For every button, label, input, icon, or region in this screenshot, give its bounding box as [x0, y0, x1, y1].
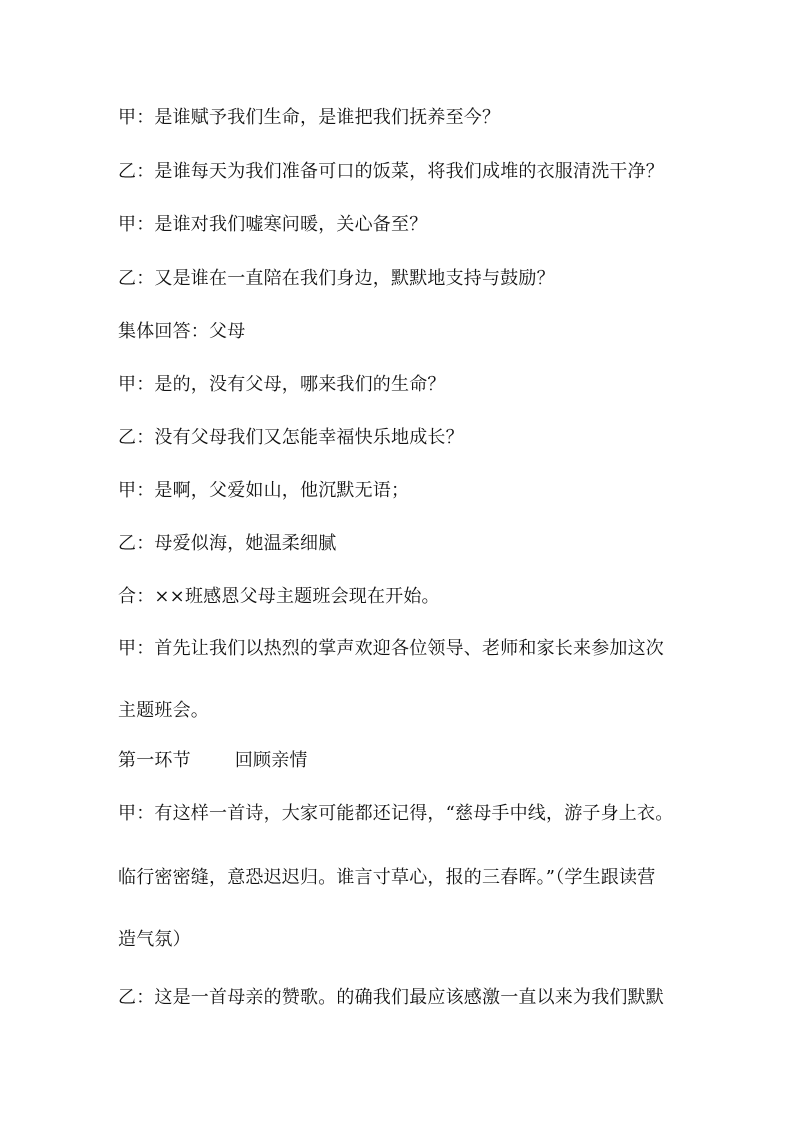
dialogue-line-15: 造气氛）	[118, 929, 191, 950]
section-title: 回顾亲情	[234, 750, 308, 771]
dialogue-line-10: 合：××班感恩父母主题班会现在开始。	[118, 586, 440, 607]
dialogue-line-14: 临行密密缝，意恐迟迟归。谁言寸草心，报的三春晖。”（学生跟读营	[118, 867, 656, 888]
dialogue-line-16: 乙：这是一首母亲的赞歌。的确我们最应该感激一直以来为我们默默	[118, 987, 664, 1008]
dialogue-line-4: 乙：又是谁在一直陪在我们身边，默默地支持与鼓励？	[118, 268, 555, 289]
dialogue-line-6: 甲：是的，没有父母，哪来我们的生命？	[118, 374, 446, 395]
section-heading	[118, 749, 698, 773]
dialogue-line-13: 甲：有这样一首诗，大家可能都还记得，“慈母手中线，游子身上衣。	[118, 803, 674, 824]
dialogue-line-9: 乙：母爱似海，她温柔细腻	[118, 533, 337, 554]
dialogue-line-5: 集体回答：父母	[118, 321, 246, 342]
dialogue-line-2: 乙：是谁每天为我们准备可口的饭菜，将我们成堆的衣服清洗干净？	[118, 161, 664, 182]
dialogue-line-11: 甲：首先让我们以热烈的掌声欢迎各位领导、老师和家长来参加这次	[118, 638, 664, 659]
section-number: 第一环节	[118, 750, 191, 771]
dialogue-line-12: 主题班会。	[118, 700, 209, 721]
dialogue-line-7: 乙：没有父母我们又怎能幸福快乐地成长？	[118, 427, 464, 448]
dialogue-line-1: 甲：是谁赋予我们生命，是谁把我们抚养至今？	[118, 107, 501, 128]
dialogue-line-3: 甲：是谁对我们嘘寒问暖，关心备至？	[118, 214, 428, 235]
dialogue-line-8: 甲：是啊，父爱如山，他沉默无语；	[118, 480, 410, 501]
